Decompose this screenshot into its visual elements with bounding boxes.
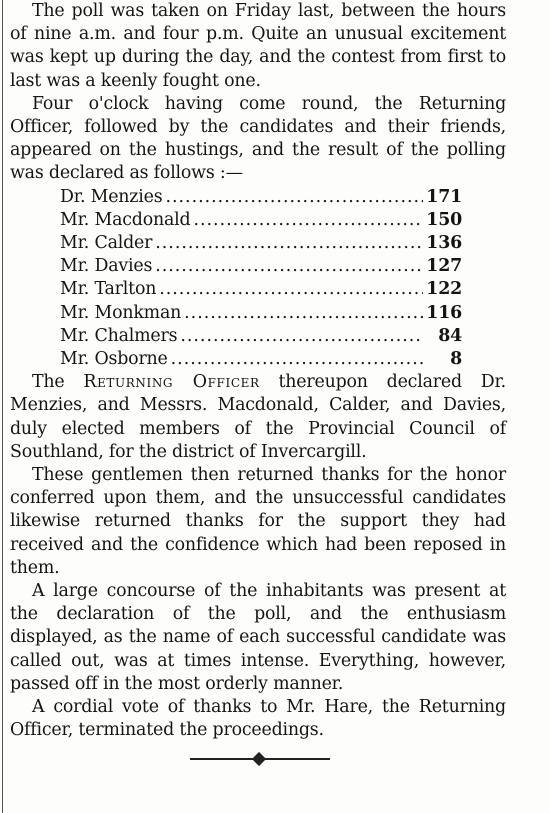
paragraph-lead-word: The bbox=[32, 372, 65, 393]
result-row bbox=[60, 325, 462, 348]
result-row bbox=[60, 232, 462, 255]
returning-officer-title: Returning Officer bbox=[83, 372, 260, 393]
paragraph-duly-elected bbox=[10, 371, 506, 464]
poll-results-list bbox=[10, 186, 506, 372]
candidate-name: Mr. Calder bbox=[60, 233, 153, 253]
paragraph-concourse: A large concourse of the inhabitants was present at the declaration of the poll, and the enthusiasm displayed, as the name of each successful candidate was called out, was at times intense. Everything, however, passed off in the most orderly manner. bbox=[10, 580, 506, 694]
vote-count: 122 bbox=[426, 279, 462, 300]
vote-count: 127 bbox=[426, 256, 462, 277]
result-row bbox=[60, 348, 462, 371]
dot-leader bbox=[165, 186, 423, 209]
vote-count: 116 bbox=[426, 302, 462, 323]
paragraph-vote-of-thanks: A cordial vote of thanks to Mr. Hare, the Returning Officer, terminated the proceedings. bbox=[10, 696, 506, 741]
vote-count: 8 bbox=[450, 348, 462, 369]
vote-count: 150 bbox=[426, 209, 462, 230]
candidate-name: Mr. Chalmers bbox=[60, 325, 178, 346]
dot-leader bbox=[180, 325, 423, 348]
dot-leader bbox=[193, 209, 423, 232]
vote-count: 84 bbox=[438, 325, 462, 346]
result-row bbox=[60, 186, 462, 209]
dot-leader bbox=[159, 278, 423, 301]
vote-count: 171 bbox=[426, 186, 462, 207]
candidate-name: Mr. Macdonald bbox=[60, 209, 191, 230]
column-rule bbox=[2, 0, 3, 813]
candidate-name: Mr. Osborne bbox=[60, 348, 168, 369]
result-row bbox=[60, 209, 462, 232]
paragraph-result-declared: Four o'clock having come round, the Returning Officer, followed by the candidates and their friends, appeared on the hustings, and the result of the polling was declared as follows :— bbox=[10, 93, 506, 184]
dot-leader bbox=[184, 302, 423, 325]
dot-leader bbox=[155, 255, 423, 278]
result-row bbox=[60, 302, 462, 325]
candidate-name: Mr. Monkman bbox=[60, 302, 182, 323]
vote-count: 136 bbox=[426, 233, 462, 253]
candidate-name: Mr. Tarlton bbox=[60, 279, 157, 300]
result-row bbox=[60, 255, 462, 278]
paragraph-poll-taken: The poll was taken on Friday last, between the hours of nine a.m. and four p.m. Quite an unusual excitement was kept up during the day, and the contest from first to last was a keenly fought one. bbox=[10, 1, 506, 91]
paragraph-text: thereupon declared Dr. Menzies, and Messrs. Macdonald, Calder, and Davies, duly elected members of the Provincial Council of Southland, for the district of Invercargill. bbox=[10, 372, 507, 462]
candidate-name: Mr. Davies bbox=[60, 256, 153, 277]
dot-leader bbox=[171, 348, 423, 371]
paragraph-thanks-returned: These gentlemen then returned thanks for the honor conferred upon them, and the unsuccessful candidates likewise returned thanks for the support they had received and the confidence which had been reposed in them. bbox=[10, 464, 506, 578]
article-column bbox=[10, 0, 506, 764]
end-ornament-rule bbox=[190, 754, 330, 764]
candidate-name: Dr. Menzies bbox=[60, 186, 163, 207]
result-row bbox=[60, 278, 462, 301]
dot-leader bbox=[155, 232, 423, 255]
diamond-icon bbox=[252, 752, 266, 766]
